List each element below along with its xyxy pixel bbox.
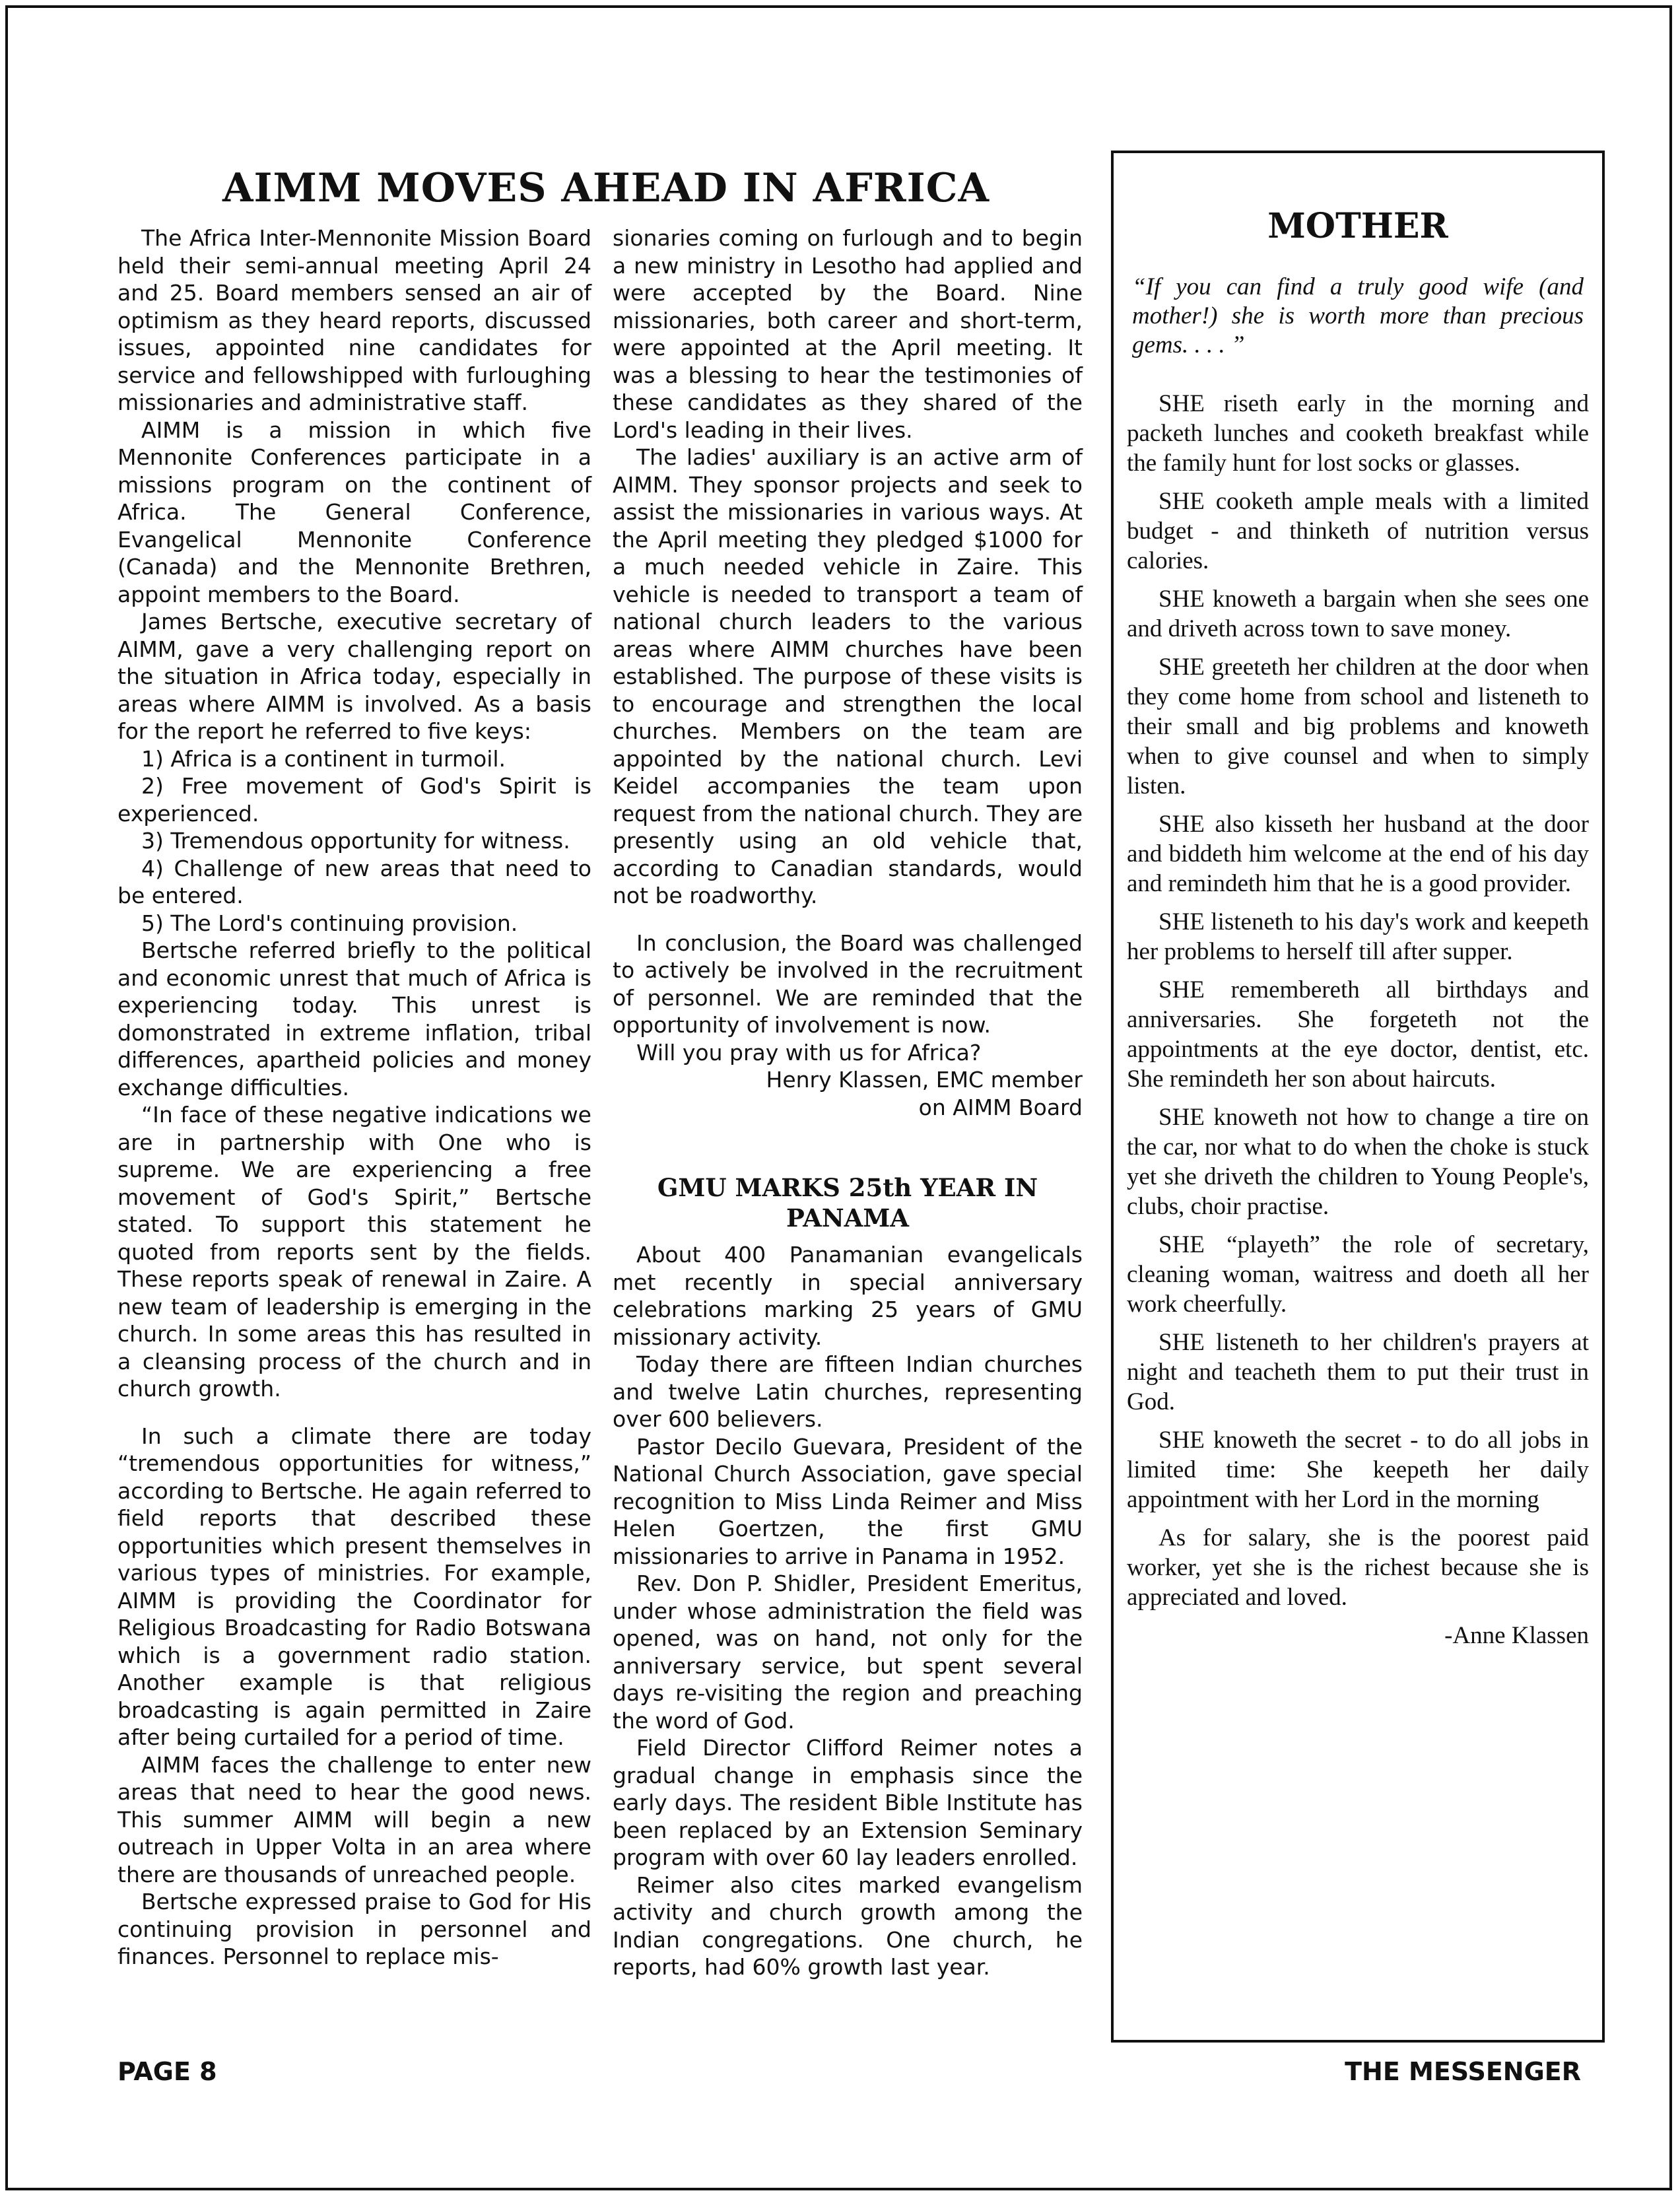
- mother-author: -Anne Klassen: [1444, 1622, 1589, 1649]
- mother-paragraph: SHE knoweth a bargain when she sees one and driveth across town to save money.: [1127, 586, 1589, 642]
- mother-quote: “If you can find a truly good wife (and mother!) she is worth more than precious gems. . . . ”: [1132, 273, 1584, 358]
- key-item: 5) The Lord's continuing provision.: [141, 910, 518, 936]
- gmu-paragraph: Field Director Clifford Reimer notes a gradual change in emphasis since the early days. The resident Bible Institute has been replaced by an Extension Seminary program with over 60 lay leaders enrolled.: [613, 1735, 1083, 1870]
- page-number: PAGE 8: [118, 2057, 217, 2086]
- mother-paragraph: SHE remembereth all birthdays and anniversaries. She forgeteth not the appointments at the eye doctor, dentist, etc. She remindeth her son about haircuts.: [1127, 976, 1589, 1093]
- article-paragraph: “In face of these negative indications we are in partnership with One who is supreme. We are experiencing a free movement of God's Spirit,” Bertsche stated. To support this statement he quoted from reports sent by the fields. These reports speak of renewal in Zaire. A new team of leadership is emerging in the church. In some areas this has resulted in a cleansing process of the church and in church growth.: [118, 1102, 591, 1402]
- article-paragraph: AIMM faces the challenge to enter new areas that need to hear the good news. This summer AIMM will begin a new outreach in Upper Volta in an area where there are thousands of unreached people.: [118, 1751, 591, 1887]
- signature-line: Henry Klassen, EMC member: [766, 1067, 1083, 1093]
- article-column-1: [118, 224, 591, 1971]
- publication-name: THE MESSENGER: [1345, 2057, 1581, 2086]
- mother-title: MOTHER: [1267, 206, 1448, 246]
- gmu-title: GMU MARKS 25th YEAR IN PANAMA: [657, 1173, 1038, 1233]
- article-paragraph: Bertsche referred briefly to the political and economic unrest that much of Africa is experiencing today. This unrest is domonstrated in extreme inflation, tribal differences, apartheid policies and money exchange difficulties.: [118, 937, 591, 1100]
- article-paragraph: The Africa Inter-Mennonite Mission Board held their semi-annual meeting April 24 and 25. Board members sensed an air of optimism as they heard reports, discussed issues, appointed nine candidates for service and fellowshipped with furloughing missionaries and administrative staff.: [118, 225, 591, 415]
- gmu-paragraph: About 400 Panamanian evangelicals met recently in special anniversary celebrations marking 25 years of GMU missionary activity.: [613, 1242, 1083, 1350]
- mother-content: [1127, 206, 1589, 1650]
- mother-box: [1111, 151, 1605, 2043]
- mother-paragraph: SHE listeneth to his day's work and keepeth her problems to herself till after supper.: [1127, 908, 1589, 965]
- article-column-2: [613, 224, 1083, 1981]
- gmu-paragraph: Today there are fifteen Indian churches and twelve Latin churches, representing over 600 believers.: [613, 1351, 1083, 1432]
- gmu-paragraph: Rev. Don P. Shidler, President Emeritus, under whose administration the field was opened, was on hand, not only for the anniversary service, but spent several days re-visiting the region and preaching the word of God.: [613, 1571, 1083, 1734]
- key-item: 3) Tremendous opportunity for witness.: [141, 828, 570, 854]
- key-item: 4) Challenge of new areas that need to be entered.: [118, 855, 591, 908]
- article-paragraph: In such a climate there are today “tremendous opportunities for witness,” according to Bertsche. He again referred to field reports that described these opportunities which present themselves in various types of ministries. For example, AIMM is providing the Coordinator for Religious Broadcasting for Radio Botswana which is a government radio station. Another example is that religious broadcasting is again permitted in Zaire after being curtailed for a period of time.: [118, 1423, 591, 1750]
- article-paragraph: AIMM is a mission in which five Mennonite Conferences participate in a missions program on the continent of Africa. The General Conference, Evangelical Mennonite Conference (Canada) and the Mennonite Brethren, appoint members to the Board.: [118, 417, 591, 607]
- mother-paragraph: SHE greeteth her children at the door when they come home from school and listeneth to their small and big problems and knoweth when to give counsel and when to simply listen.: [1127, 654, 1589, 799]
- mother-paragraph: SHE knoweth the secret - to do all jobs in limited time: She keepeth her daily appointment with her Lord in the morning: [1127, 1427, 1589, 1513]
- article-title: AIMM MOVES AHEAD IN AFRICA: [222, 165, 990, 211]
- gmu-paragraph: Pastor Decilo Guevara, President of the National Church Association, gave special recognition to Miss Linda Reimer and Miss Helen Goertzen, the first GMU missionaries to arrive in Panama in 1952.: [613, 1433, 1083, 1569]
- article-signature: [613, 1066, 1083, 1121]
- key-item: 2) Free movement of God's Spirit is experienced.: [118, 773, 591, 827]
- mother-paragraph: SHE knoweth not how to change a tire on the car, nor what to do when the choke is stuck yet she driveth the children to Young People's, clubs, choir practise.: [1127, 1104, 1589, 1220]
- mother-paragraph: As for salary, she is the poorest paid worker, yet she is the richest because she is appreciated and loved.: [1127, 1524, 1589, 1611]
- mother-paragraph: SHE riseth early in the morning and packeth lunches and cooketh breakfast while the family hunt for lost socks or glasses.: [1127, 390, 1589, 477]
- article-paragraph: In conclusion, the Board was challenged to actively be involved in the recruitment of personnel. We are reminded that the opportunity of involvement is now.: [613, 930, 1083, 1038]
- mother-paragraph: SHE listeneth to her children's prayers at night and teacheth them to put their trust in God.: [1127, 1329, 1589, 1415]
- gmu-paragraph: Reimer also cites marked evangelism activity and church growth among the Indian congregations. One church, he reports, had 60% growth last year.: [613, 1872, 1083, 1980]
- article-paragraph: sionaries coming on furlough and to begin a new ministry in Lesotho had applied and were accepted by the Board. Nine missionaries, both career and short-term, were appointed at the April meeting. It was a blessing to hear the testimonies of these candidates as they shared of the Lord's leading in their lives.: [613, 225, 1083, 443]
- mother-paragraph: SHE also kisseth her husband at the door and biddeth him welcome at the end of his day and remindeth him that he is a good provider.: [1127, 811, 1589, 897]
- key-item: 1) Africa is a continent in turmoil.: [141, 745, 506, 772]
- mother-paragraph: SHE “playeth” the role of secretary, cleaning woman, waitress and doeth all her work cheerfully.: [1127, 1231, 1589, 1318]
- article-paragraph: The ladies' auxiliary is an active arm of AIMM. They sponsor projects and seek to assist the missionaries in various ways. At the April meeting they pledged $1000 for a much needed vehicle in Zaire. This vehicle is needed to transport a team of national church leaders to the various areas where AIMM churches have been established. The purpose of these visits is to encourage and strengthen the local churches. Members on the team are appointed by the national church. Levi Keidel accompanies the team upon request from the national church. They are presently using an old vehicle that, according to Canadian standards, would not be roadworthy.: [613, 444, 1083, 908]
- article-paragraph: Bertsche expressed praise to God for His continuing provision in personnel and finances. Personnel to replace mis-: [118, 1889, 591, 1969]
- mother-paragraph: SHE cooketh ample meals with a limited budget - and thinketh of nutrition versus calories.: [1127, 488, 1589, 574]
- article-paragraph: Will you pray with us for Africa?: [636, 1039, 982, 1065]
- article-paragraph: James Bertsche, executive secretary of AIMM, gave a very challenging report on the situation in Africa today, especially in areas where AIMM is involved. As a basis for the report he referred to five keys:: [118, 609, 591, 744]
- signature-line: on AIMM Board: [918, 1094, 1083, 1120]
